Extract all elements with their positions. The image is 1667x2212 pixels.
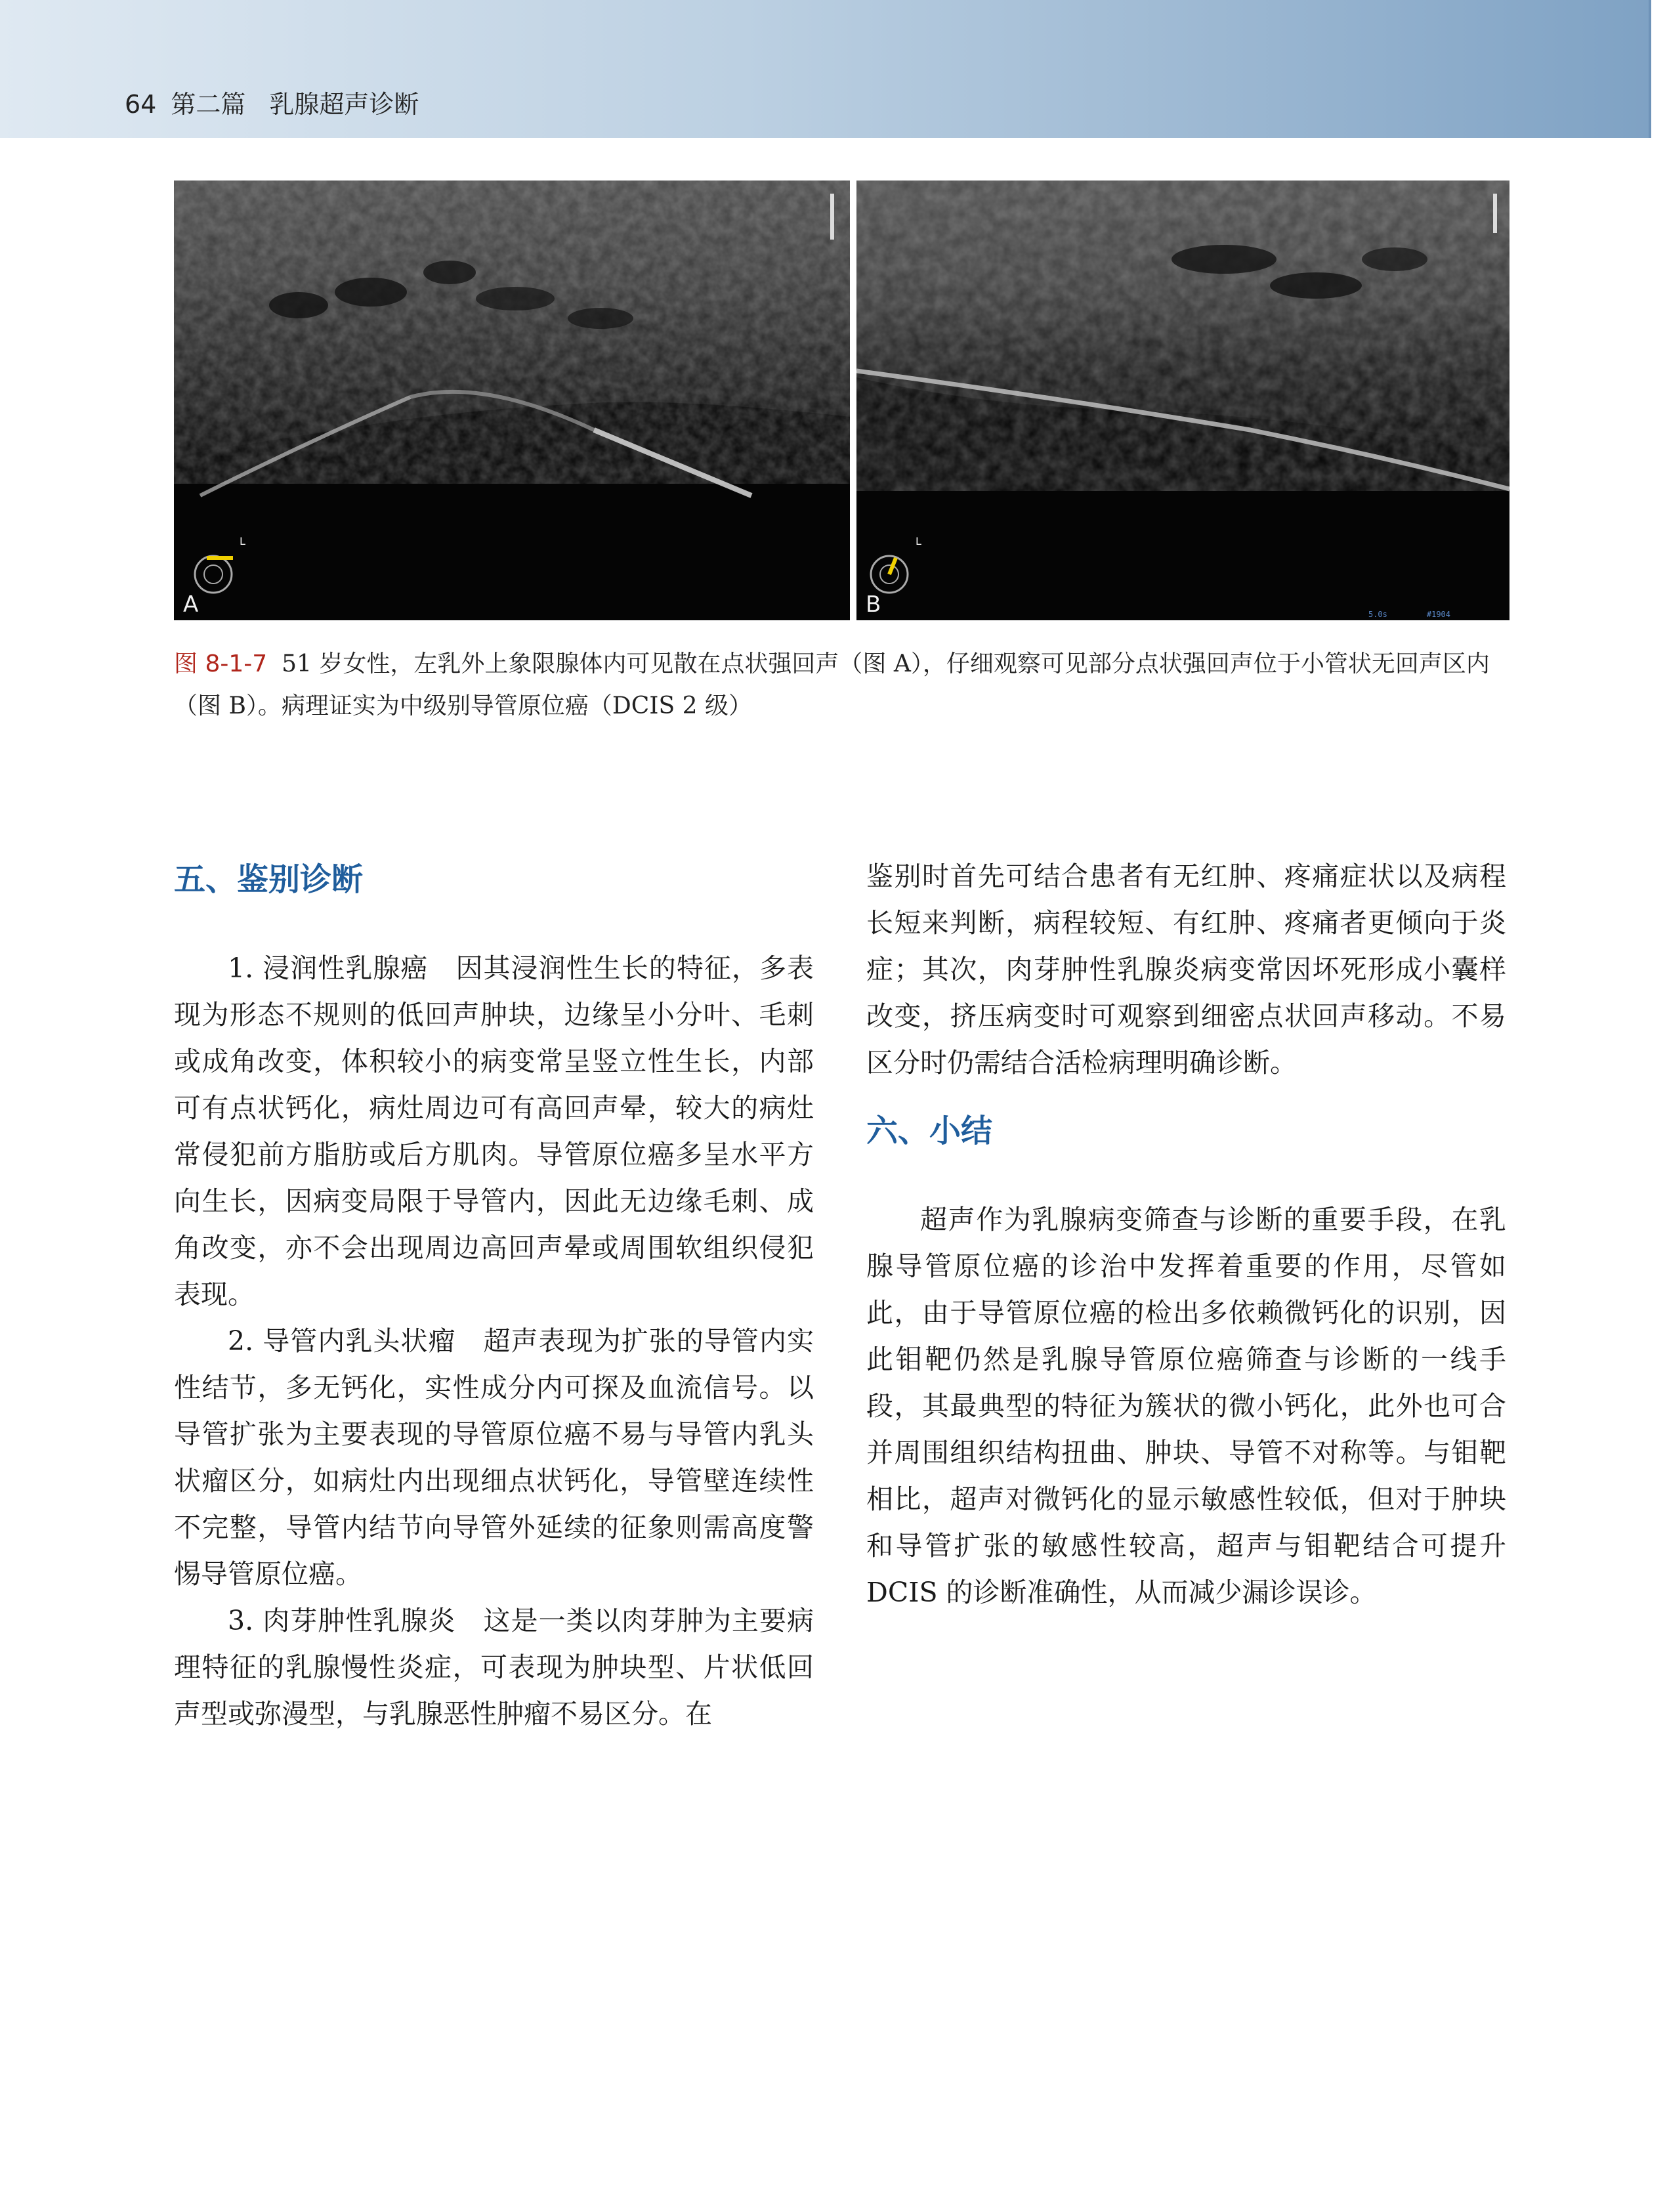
paragraph-papilloma: 2. 导管内乳头状瘤 超声表现为扩张的导管内实性结节，多无钙化，实性成分内可探及血流信号。以导管扩张为主要表现的导管原位癌不易与导管内乳头状瘤区分，如病灶内出现细点状钙化，导管壁连续性不完整，导管内结节向导管外延续的征象则需高度警惕导管原位癌。 [174, 1325, 814, 1590]
figure-caption [174, 643, 1506, 727]
right-column [866, 853, 1506, 1616]
paragraph-invasive-cancer: 1. 浸润性乳腺癌 因其浸润性生长的特征，多表现为形态不规则的低回声肿块，边缘呈小分叶、毛刺或成角改变，体积较小的病变常呈竖立性生长，内部可有点状钙化，病灶周边可有高回声晕，较大的病灶常侵犯前方脂肪或后方肌肉。导管原位癌多呈水平方向生长，因病变局限于导管内，因此无边缘毛刺、成角改变，亦不会出现周边高回声晕或周围软组织侵犯表现。 [174, 952, 814, 1310]
ultrasound-b-graphic [856, 181, 1509, 620]
paragraph-granulomatous-cont: 鉴别时首先可结合患者有无红肿、疼痛症状以及病程长短来判断，病程较短、有红肿、疼痛者更倾向于炎症；其次，肉芽肿性乳腺炎病变常因坏死形成小囊样改变，挤压病变时可观察到细密点状回声移动。不易区分时仍需结合活检病理明确诊断。 [866, 861, 1506, 1078]
part-label: 第二篇 [171, 90, 246, 119]
ultrasound-image-a [174, 181, 850, 620]
scanner-readout [1329, 610, 1450, 619]
running-head [125, 84, 419, 120]
page-number: 64 [125, 90, 157, 119]
left-column [174, 853, 814, 1737]
probe-mark-a: L [240, 535, 245, 547]
probe-mark-b: L [916, 535, 921, 547]
panel-label-b: B [866, 591, 881, 618]
scanner-readout-1: 5.0s [1368, 610, 1387, 619]
page-edge-tab [1649, 0, 1667, 138]
book-title: 乳腺超声诊断 [269, 90, 419, 119]
paragraph-summary: 超声作为乳腺病变筛查与诊断的重要手段，在乳腺导管原位癌的诊治中发挥着重要的作用，尽管如此，由于导管原位癌的检出多依赖微钙化的识别，因此钼靶仍然是乳腺导管原位癌筛查与诊断的一线手段，其最典型的特征为簇状的微小钙化，此外也可合并周围组织结构扭曲、肿块、导管不对称等。与钼靶相比，超声对微钙化的显示敏感性较低，但对于肿块和导管扩张的敏感性较高，超声与钼靶结合可提升 DCIS 的诊断准确性，从而减少漏诊误诊。 [866, 1204, 1506, 1608]
paragraph-granulomatous: 3. 肉芽肿性乳腺炎 这是一类以肉芽肿为主要病理特征的乳腺慢性炎症，可表现为肿块型、片状低回声型或弥漫型，与乳腺恶性肿瘤不易区分。在 [174, 1605, 814, 1730]
section-title-summary: 六、小结 [866, 1113, 993, 1149]
scanner-readout-2: #1904 [1426, 610, 1450, 619]
figure-number: 图 8-1-7 [174, 650, 268, 677]
ultrasound-a-graphic [174, 181, 850, 620]
section-title-differential: 五、鉴别诊断 [174, 861, 364, 898]
panel-label-a: A [183, 591, 199, 618]
figure-caption-text: 51 岁女性，左乳外上象限腺体内可见散在点状强回声（图 A），仔细观察可见部分点状强回声位于小管状无回声区内（图 B）。病理证实为中级别导管原位癌（DCIS 2 级） [174, 650, 1490, 719]
ultrasound-image-b [856, 181, 1509, 620]
